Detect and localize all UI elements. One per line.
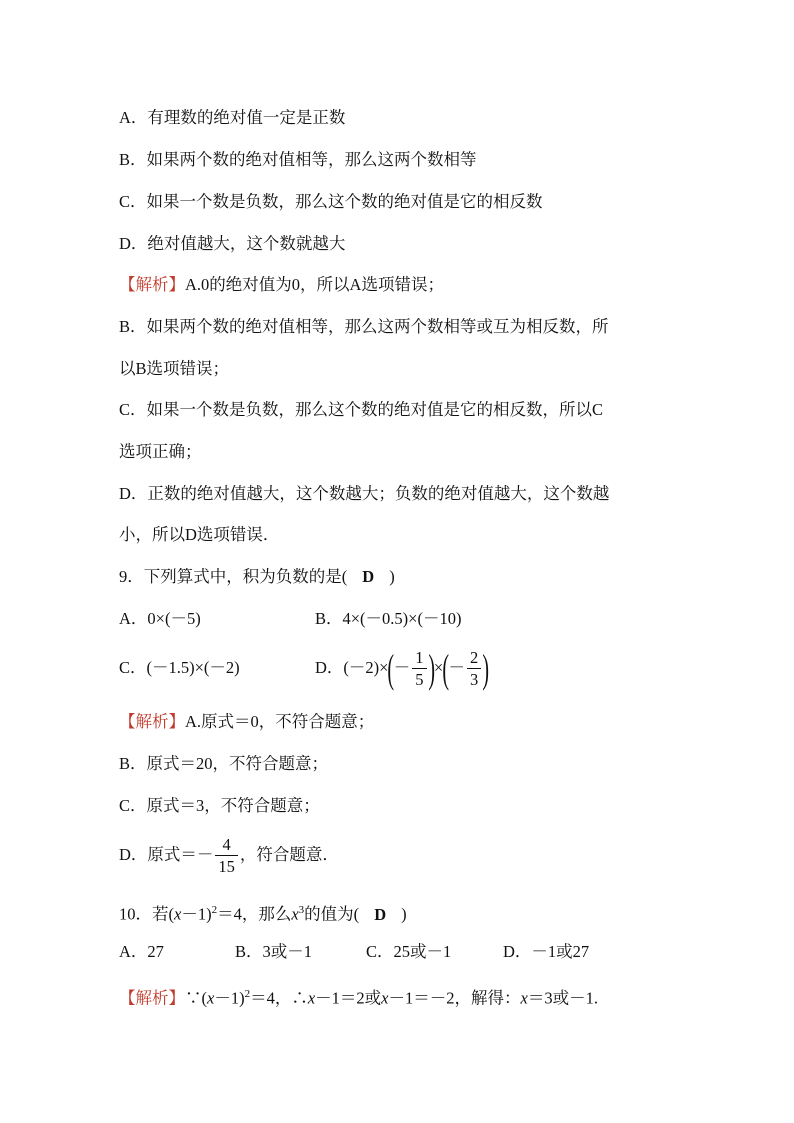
analysis-tag: 【解析】 [119, 988, 185, 1008]
fraction: $\frac{4}{15}$ [215, 835, 238, 878]
q9-analysis-line-3: C．原式＝3，不符合题意； [119, 796, 320, 815]
q9-option-c: C．(－1.5)×(－2) [119, 658, 240, 677]
q8-option-b: B．如果两个数的绝对值相等，那么这两个数相等 [119, 150, 477, 169]
q8-analysis-line-4: C．如果一个数是负数，那么这个数的绝对值是它的相反数，所以C [119, 400, 604, 419]
q10-option-d: D．－1或27 [503, 942, 590, 961]
q9-answer: D [362, 567, 375, 586]
q8-analysis-line-2: B．如果两个数的绝对值相等，那么这两个数相等或互为相反数，所 [119, 317, 609, 336]
q9-option-a: A．0×(－5) [119, 609, 201, 628]
q10-stem: 10．若$(x-1)^2=4$，那么$x^3$的值为( D ) [119, 904, 407, 924]
q9-option-b: B．4×(－0.5)×(－10) [315, 609, 462, 628]
q10-answer: D [374, 904, 387, 924]
fraction: $\frac{1}{5}$ [412, 648, 426, 691]
analysis-tag: 【解析】 [119, 275, 185, 294]
q9-option-d: D．(－2)×(－ $\frac{1}{5}$ )×(－ $\frac{2}{3}$ ) [315, 646, 490, 692]
q8-analysis-line-6: D．正数的绝对值越大，这个数越大；负数的绝对值越大，这个数越 [119, 484, 610, 503]
q8-option-d: D．绝对值越大，这个数就越大 [119, 234, 346, 253]
q8-analysis-line-5: 选项正确； [119, 442, 202, 461]
q8-option-c: C．如果一个数是负数，那么这个数的绝对值是它的相反数 [119, 192, 543, 211]
q9-analysis-line-2: B．原式＝20，不符合题意； [119, 754, 329, 773]
q10-analysis-line-1: 【解析】$\because(x-1)^2=4$，∴x－1＝2或x－1＝－2，解得：x＝3或－1. [119, 988, 598, 1008]
q10-option-a: A．27 [119, 942, 164, 961]
q10-option-c: C．25或－1 [366, 942, 452, 961]
q8-analysis-line-1: 【解析】A.0的绝对值为0，所以A选项错误； [119, 275, 444, 294]
q8-analysis-line-7: 小，所以D选项错误． [119, 525, 280, 544]
q9-stem: 9．下列算式中，积为负数的是( D ) [119, 567, 395, 586]
q9-analysis-line-4: D．原式＝－ $\frac{4}{15}$ ，符合题意． [119, 834, 339, 876]
q10-option-b: B．3或－1 [235, 942, 313, 961]
q8-option-a: A．有理数的绝对值一定是正数 [119, 108, 346, 127]
fraction: $\frac{2}{3}$ [467, 648, 481, 691]
analysis-tag: 【解析】 [119, 712, 185, 731]
q8-analysis-line-3: 以B选项错误； [119, 359, 230, 378]
q9-analysis-line-1: 【解析】A.原式＝0，不符合题意； [119, 712, 375, 731]
